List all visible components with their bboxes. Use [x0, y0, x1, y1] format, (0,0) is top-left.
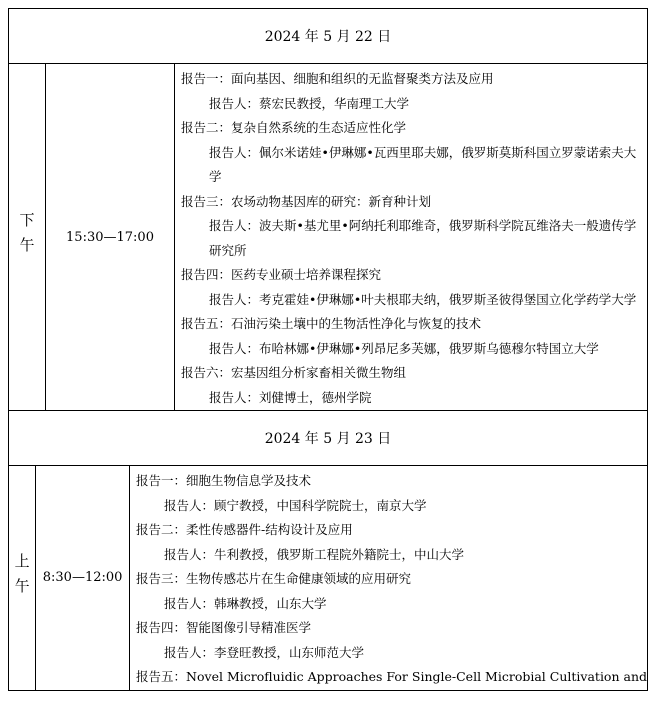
talk-list [175, 64, 647, 410]
talk-speaker: 报告人：顾宁教授，中国科学院院士，南京大学 [164, 497, 427, 513]
talk-title: 报告三：农场动物基因库的研究：新育种计划 [181, 193, 432, 209]
talk-title: 报告六：宏基因组分析家畜相关微生物组 [181, 365, 407, 380]
time-label: 15:30—17:00 [66, 229, 154, 245]
talk-title: 报告四：医药专业硕士培养课程探究 [181, 267, 382, 282]
talk-title: 报告一：面向基因、细胞和组织的无监督聚类方法及应用 [181, 71, 494, 86]
talk-title: 报告四：智能图像引导精准医学 [136, 620, 312, 635]
time-cell [46, 64, 175, 410]
period-label: 下午 [17, 212, 36, 262]
talk-speaker: 报告人：波夫斯•基尤里•阿纳托利耶维奇，俄罗斯科学院瓦维洛夫一般遗传学研究所 [209, 218, 637, 258]
date-label: 2024 年 5 月 22 日 [264, 29, 392, 45]
talk-title: 报告二：柔性传感器件-结构设计及应用 [136, 522, 353, 537]
talk-speaker: 报告人：考克霍娃•伊琳娜•叶夫根耶夫纳，俄罗斯圣彼得堡国立化学药学大学 [209, 291, 637, 307]
talk-speaker: 报告人：布哈林娜•伊琳娜•列昂尼多芙娜，俄罗斯乌德穆尔特国立大学 [209, 340, 599, 356]
session-day2 [9, 466, 647, 690]
talk-title: 报告一：细胞生物信息学及技术 [136, 473, 312, 488]
talk-list [130, 466, 647, 690]
period-cell [9, 466, 36, 690]
talk-speaker: 报告人：佩尔米诺娃•伊琳娜•瓦西里耶夫娜，俄罗斯莫斯科国立罗蒙诺索夫大学 [209, 144, 637, 184]
period-cell [9, 64, 46, 410]
talk-speaker: 报告人：牛利教授，俄罗斯工程院外籍院士，中山大学 [164, 546, 465, 562]
date-label: 2024 年 5 月 23 日 [264, 431, 392, 447]
talk-speaker: 报告人：韩琳教授，山东大学 [164, 595, 327, 611]
talk-speaker: 报告人：蔡宏民教授，华南理工大学 [209, 95, 410, 111]
talk-title: 报告五：石油污染土壤中的生物活性净化与恢复的技术 [181, 316, 482, 331]
date-header-day2 [9, 411, 647, 466]
talk-title: 报告二：复杂自然系统的生态适应性化学 [181, 120, 407, 135]
schedule-table [8, 8, 648, 691]
date-header-day1 [9, 9, 647, 64]
session-day1 [9, 64, 647, 411]
time-cell [36, 466, 130, 690]
period-label: 上午 [12, 552, 31, 603]
talk-speaker: 报告人：李登旺教授，山东师范大学 [164, 644, 365, 660]
talk-speaker: 报告人：刘健博士，德州学院 [209, 389, 372, 405]
time-label: 8:30—12:00 [42, 570, 123, 586]
talk-title: 报告五：Novel Microfluidic Approaches For Single-Cell Microbial Cultivation and [136, 669, 647, 684]
talk-title: 报告三：生物传感芯片在生命健康领域的应用研究 [136, 571, 412, 586]
